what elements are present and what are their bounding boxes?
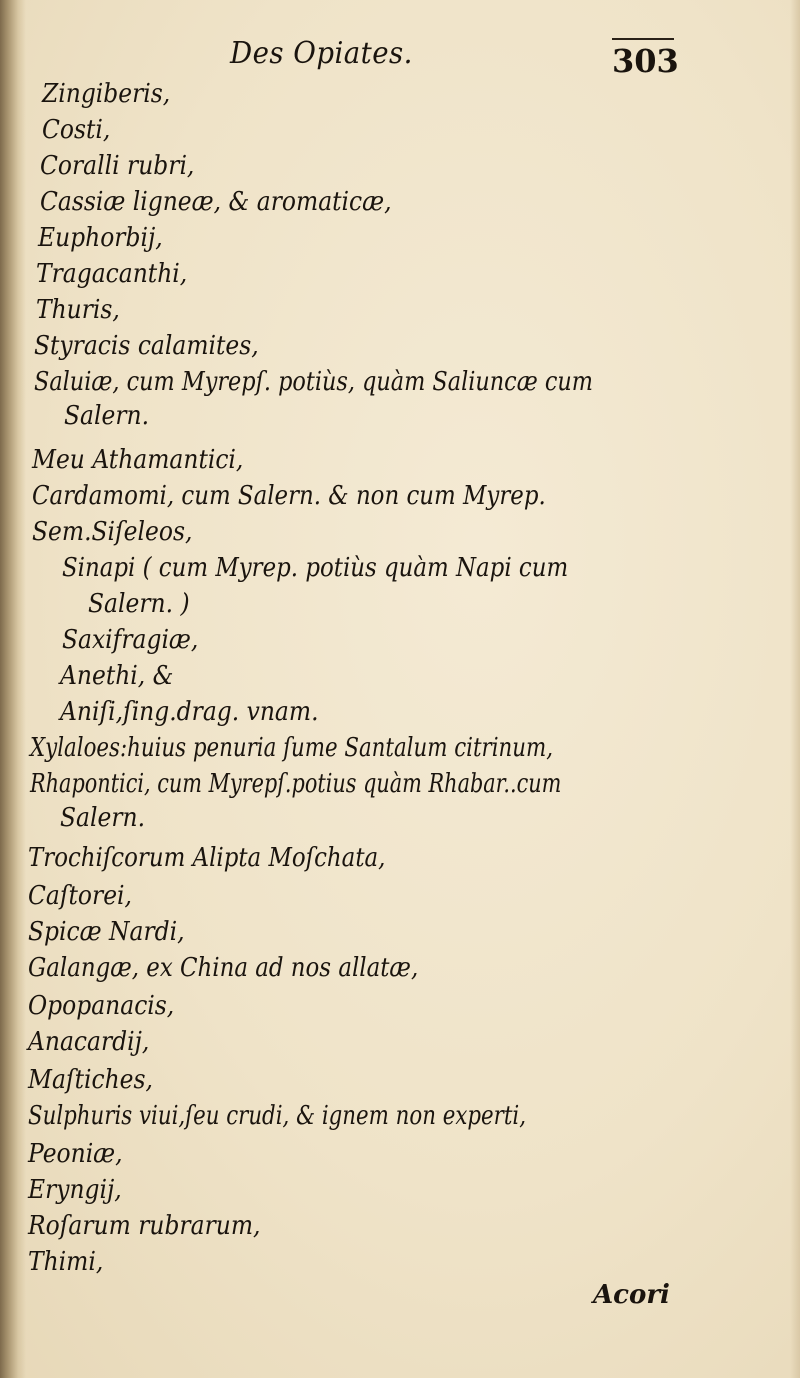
list-item: Thuris,	[36, 295, 120, 325]
list-item: Sinapi ( cum Myrep. potiùs quàm Napi cum	[62, 553, 569, 583]
list-item: Cardamomi, cum Salern. & non cum Myrep.	[32, 481, 546, 511]
catchword: Acori	[593, 1280, 670, 1310]
list-item: Aniſi,ſing.drag. vnam.	[60, 697, 319, 727]
list-item: Saluiæ, cum Myrepſ. potiùs, quàm Saliuncæ cum	[34, 367, 593, 397]
list-item: Euphorbij,	[38, 223, 163, 253]
list-item: Maſtiches,	[28, 1065, 153, 1095]
list-item: Salern. )	[88, 589, 190, 619]
list-item: Anethi, &	[60, 661, 174, 691]
list-item: Galangæ, ex China ad nos allatæ,	[28, 953, 419, 983]
list-item: Xylaloes:huius penuria ſume Santalum citrinum,	[30, 733, 554, 763]
list-item: Zingiberis,	[42, 79, 171, 109]
list-item: Styracis calamites,	[34, 331, 259, 361]
running-head: Des Opiates.	[230, 36, 413, 71]
list-item: Caſtorei,	[28, 881, 132, 911]
list-item: Rhapontici, cum Myrepſ.potius quàm Rhabar..cum	[30, 769, 562, 799]
list-item: Meu Athamantici,	[32, 445, 244, 475]
page-number: 303	[612, 42, 679, 80]
list-item: Costi,	[42, 115, 111, 145]
list-item: Salern.	[60, 803, 146, 833]
list-item: Eryngij,	[28, 1175, 122, 1205]
list-item: Spicæ Nardi,	[28, 917, 185, 947]
list-item: Trochiſcorum Alipta Moſchata,	[28, 843, 386, 873]
list-item: Peoniæ,	[28, 1139, 123, 1169]
list-item: Thimi,	[28, 1247, 104, 1277]
list-item: Cassiæ ligneæ, & aromaticæ,	[40, 187, 392, 217]
list-item: Opopanacis,	[28, 991, 175, 1021]
list-item: Roſarum rubrarum,	[28, 1211, 261, 1241]
list-item: Salern.	[64, 401, 150, 431]
list-item: Anacardij,	[28, 1027, 150, 1057]
list-item: Sem.Siſeleos,	[32, 517, 193, 547]
list-item: Tragacanthi,	[36, 259, 188, 289]
list-item: Sulphuris viui,ſeu crudi, & ignem non experti,	[28, 1101, 526, 1131]
list-item: Coralli rubri,	[40, 151, 195, 181]
list-item: Saxifragiæ,	[62, 625, 199, 655]
